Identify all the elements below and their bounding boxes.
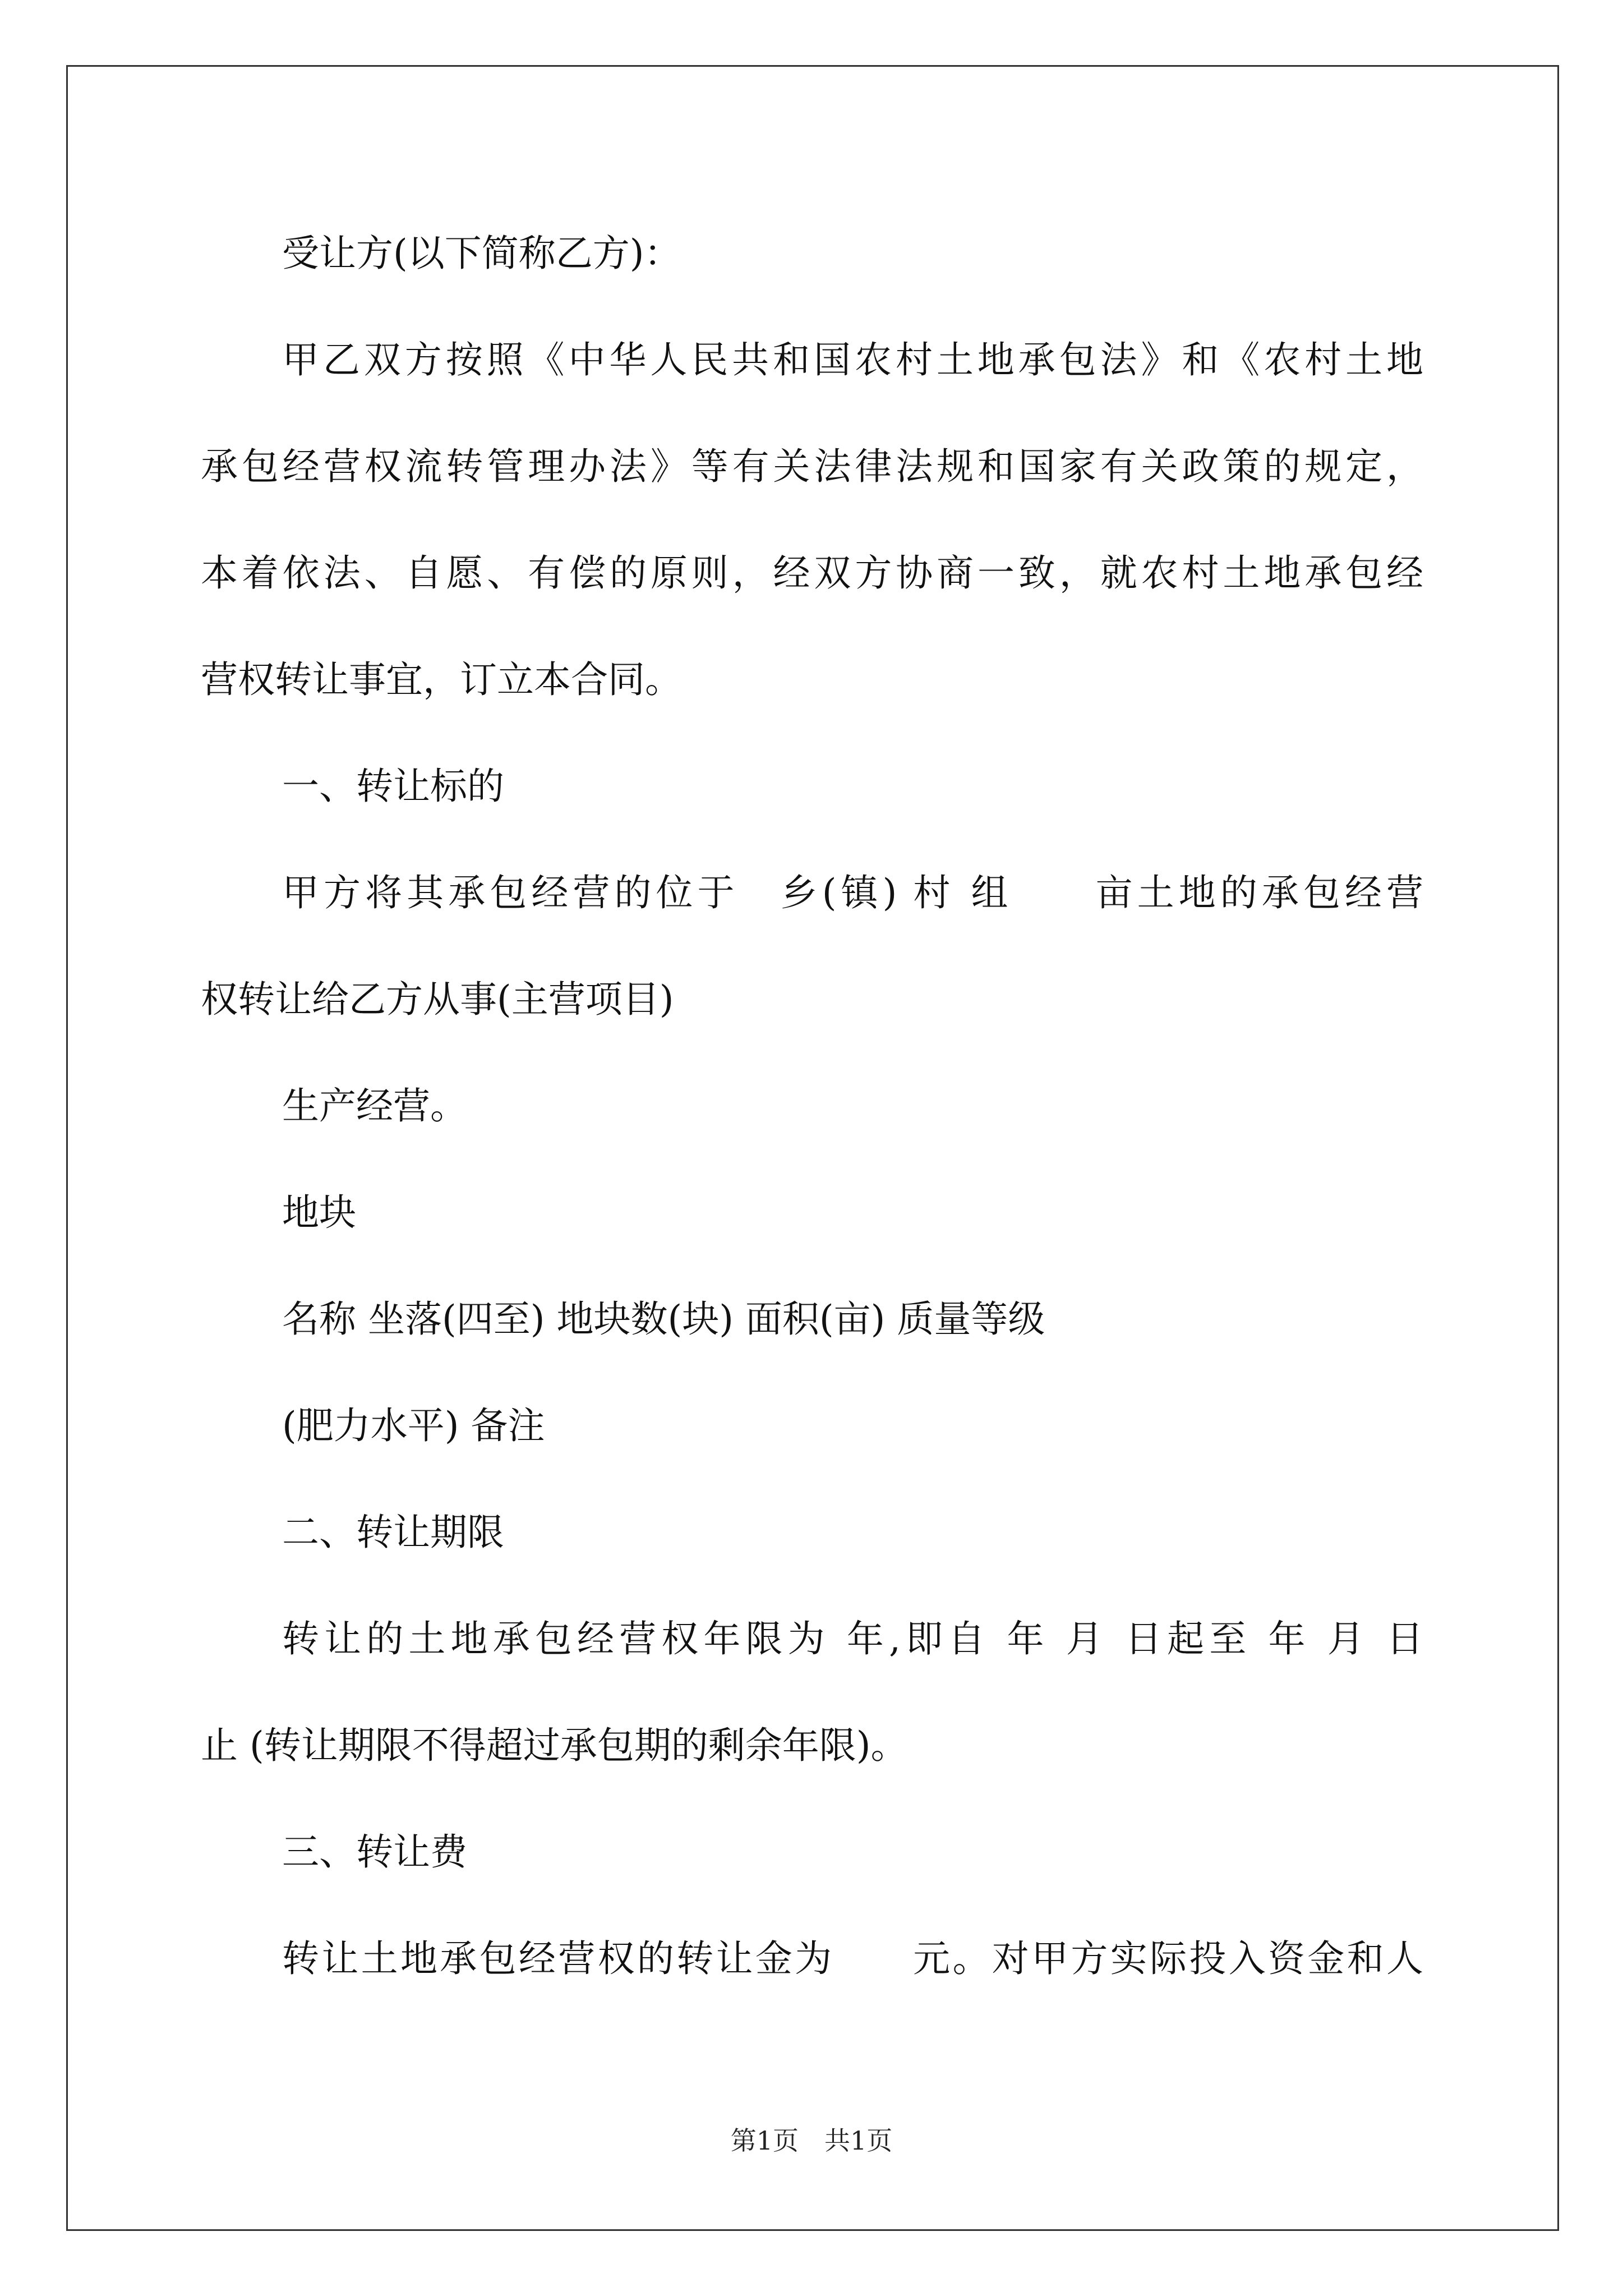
section-heading-transfer-subject: 一、转让标的: [282, 765, 504, 808]
text-line-preamble-3: 本着依法、自愿、有偿的原则，经双方协商一致，就农村土地承包经: [201, 551, 1423, 595]
text-line-plot-columns: 名称 坐落(四至) 地块数(块) 面积(亩) 质量等级: [282, 1297, 1045, 1341]
text-line-fee-1: 转让土地承包经营权的转让金为 元。对甲方实际投入资金和人: [282, 1937, 1423, 1980]
page-footer: 第1页 共1页: [730, 2125, 893, 2156]
section-heading-transfer-term: 二、转让期限: [282, 1511, 504, 1554]
text-line-subject-1: 甲方将其承包经营的位于 乡(镇) 村 组 亩土地的承包经营: [282, 871, 1423, 914]
text-line-production: 生产经营。: [282, 1084, 467, 1128]
page-border: [66, 65, 1559, 2231]
text-line-subject-2: 权转让给乙方从事(主营项目): [201, 978, 674, 1021]
text-line-term-1: 转让的土地承包经营权年限为 年,即自 年 月 日起至 年 月 日: [282, 1617, 1423, 1660]
text-line-term-2: 止 (转让期限不得超过承包期的剩余年限)。: [201, 1724, 908, 1767]
text-line-preamble-2: 承包经营权流转管理办法》等有关法律法规和国家有关政策的规定，: [201, 445, 1423, 488]
text-line-plot-columns-2: (肥力水平) 备注: [282, 1404, 545, 1447]
text-line-preamble-1: 甲乙双方按照《中华人民共和国农村土地承包法》和《农村土地: [282, 338, 1423, 381]
text-line-plot: 地块: [282, 1191, 356, 1234]
section-heading-transfer-fee: 三、转让费: [282, 1830, 467, 1874]
text-line-assignee: 受让方(以下简称乙方)：: [282, 232, 681, 275]
text-line-preamble-4: 营权转让事宜，订立本合同。: [201, 658, 682, 701]
